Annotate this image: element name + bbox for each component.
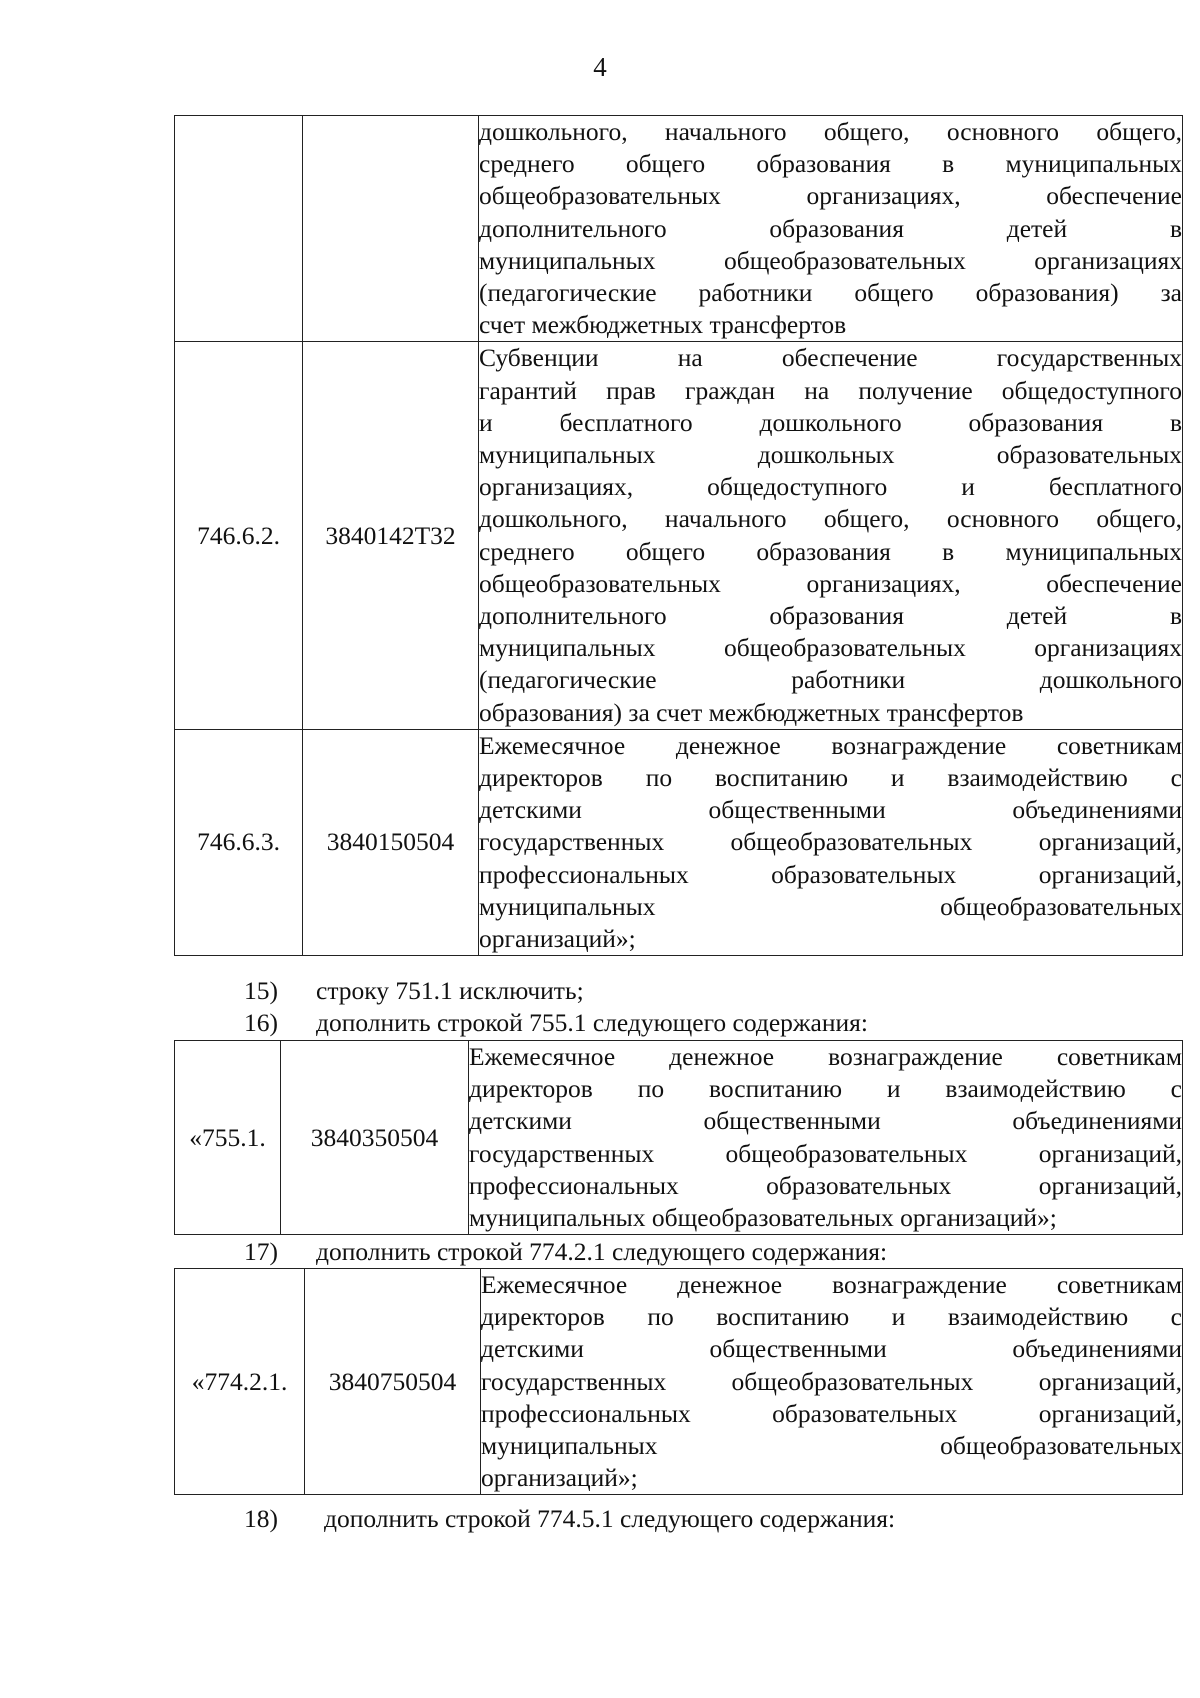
- row-code: 3840150504: [303, 729, 479, 955]
- budget-table-2: [174, 1040, 1183, 1235]
- text-line: (педагогические работники общего образования) за: [479, 278, 1182, 308]
- text-line: государственных общеобразовательных организаций,: [479, 827, 1182, 857]
- table-row: [175, 1269, 1183, 1495]
- row-description: [479, 729, 1183, 955]
- text-line: государственных общеобразовательных организаций,: [481, 1366, 1182, 1396]
- list-item-17: [178, 1237, 1178, 1267]
- text-line: организаций»;: [481, 1463, 638, 1493]
- text-line: директоров по воспитанию и взаимодействию с: [479, 763, 1182, 793]
- text-line: организациях, общедоступного и бесплатного: [479, 472, 1182, 502]
- text-line: муниципальных общеобразовательных: [481, 1431, 1182, 1461]
- text-line: образования) за счет межбюджетных трансфертов: [479, 697, 1024, 727]
- table-row: [175, 1041, 1183, 1235]
- text-line: Ежемесячное денежное вознаграждение советникам: [469, 1042, 1182, 1071]
- text-line: дошкольного, начального общего, основного общего,: [479, 504, 1182, 534]
- budget-table-3: [174, 1268, 1183, 1495]
- text-line: муниципальных общеобразовательных организациях: [479, 245, 1182, 275]
- item-number: 18): [244, 1504, 278, 1533]
- row-description: [481, 1269, 1183, 1495]
- text-line: (педагогические работники дошкольного: [479, 665, 1182, 695]
- list-item-15: [178, 976, 1178, 1006]
- row-number: 746.6.2.: [175, 342, 303, 729]
- text-line: муниципальных дошкольных образовательных: [479, 440, 1182, 470]
- text-line: Субвенции на обеспечение государственных: [479, 343, 1182, 373]
- row-number: [175, 116, 303, 342]
- item-number: 15): [244, 976, 278, 1005]
- text-line: детскими общественными объединениями: [469, 1106, 1182, 1136]
- row-code: 3840142Т32: [303, 342, 479, 729]
- text-line: муниципальных общеобразовательных: [479, 891, 1182, 921]
- item-number: 17): [244, 1237, 278, 1266]
- table-row: [175, 342, 1183, 729]
- item-text: дополнить строкой 774.2.1 следующего содержания:: [316, 1237, 888, 1266]
- row-description: [469, 1041, 1183, 1235]
- text-line: профессиональных образовательных организаций,: [481, 1398, 1182, 1428]
- row-number: 746.6.3.: [175, 729, 303, 955]
- item-text: строку 751.1 исключить;: [316, 976, 584, 1005]
- text-line: и бесплатного дошкольного образования в: [479, 407, 1182, 437]
- item-text: дополнить строкой 755.1 следующего содержания:: [316, 1008, 868, 1037]
- text-line: среднего общего образования в муниципальных: [479, 149, 1182, 179]
- text-line: муниципальных общеобразовательных организаций»;: [469, 1203, 1057, 1233]
- table-row: [175, 729, 1183, 955]
- row-number: «755.1.: [175, 1041, 281, 1235]
- budget-table-1: [174, 115, 1183, 956]
- list-item-16: [178, 1008, 1178, 1038]
- text-line: общеобразовательных организациях, обеспечение: [479, 568, 1182, 598]
- text-line: муниципальных общеобразовательных организациях: [479, 633, 1182, 663]
- page-number: 4: [593, 52, 607, 82]
- text-line: счет межбюджетных трансфертов: [479, 310, 847, 340]
- text-line: организаций»;: [479, 924, 636, 954]
- text-line: профессиональных образовательных организаций,: [479, 859, 1182, 889]
- text-line: гарантий прав граждан на получение общедоступного: [479, 375, 1182, 405]
- row-code: [303, 116, 479, 342]
- row-description: [479, 116, 1183, 342]
- text-line: Ежемесячное денежное вознаграждение советникам: [481, 1270, 1182, 1299]
- row-code: 3840750504: [305, 1269, 481, 1495]
- text-line: детскими общественными объединениями: [481, 1334, 1182, 1364]
- text-line: дополнительного образования детей в: [479, 601, 1182, 631]
- table-row: [175, 116, 1183, 342]
- text-line: общеобразовательных организациях, обеспечение: [479, 181, 1182, 211]
- text-line: профессиональных образовательных организаций,: [469, 1170, 1182, 1200]
- text-line: дополнительного образования детей в: [479, 213, 1182, 243]
- text-line: государственных общеобразовательных организаций,: [469, 1138, 1182, 1168]
- text-line: директоров по воспитанию и взаимодействию с: [481, 1302, 1182, 1332]
- item-text: дополнить строкой 774.5.1 следующего содержания:: [324, 1504, 896, 1533]
- text-line: директоров по воспитанию и взаимодействию с: [469, 1074, 1182, 1104]
- text-line: дошкольного, начального общего, основного общего,: [479, 117, 1182, 146]
- text-line: детскими общественными объединениями: [479, 795, 1182, 825]
- text-line: Ежемесячное денежное вознаграждение советникам: [479, 730, 1182, 760]
- row-description: [479, 342, 1183, 729]
- list-item-18: [178, 1504, 1178, 1534]
- item-number: 16): [244, 1008, 278, 1037]
- row-code: 3840350504: [281, 1041, 469, 1235]
- text-line: среднего общего образования в муниципальных: [479, 536, 1182, 566]
- row-number: «774.2.1.: [175, 1269, 305, 1495]
